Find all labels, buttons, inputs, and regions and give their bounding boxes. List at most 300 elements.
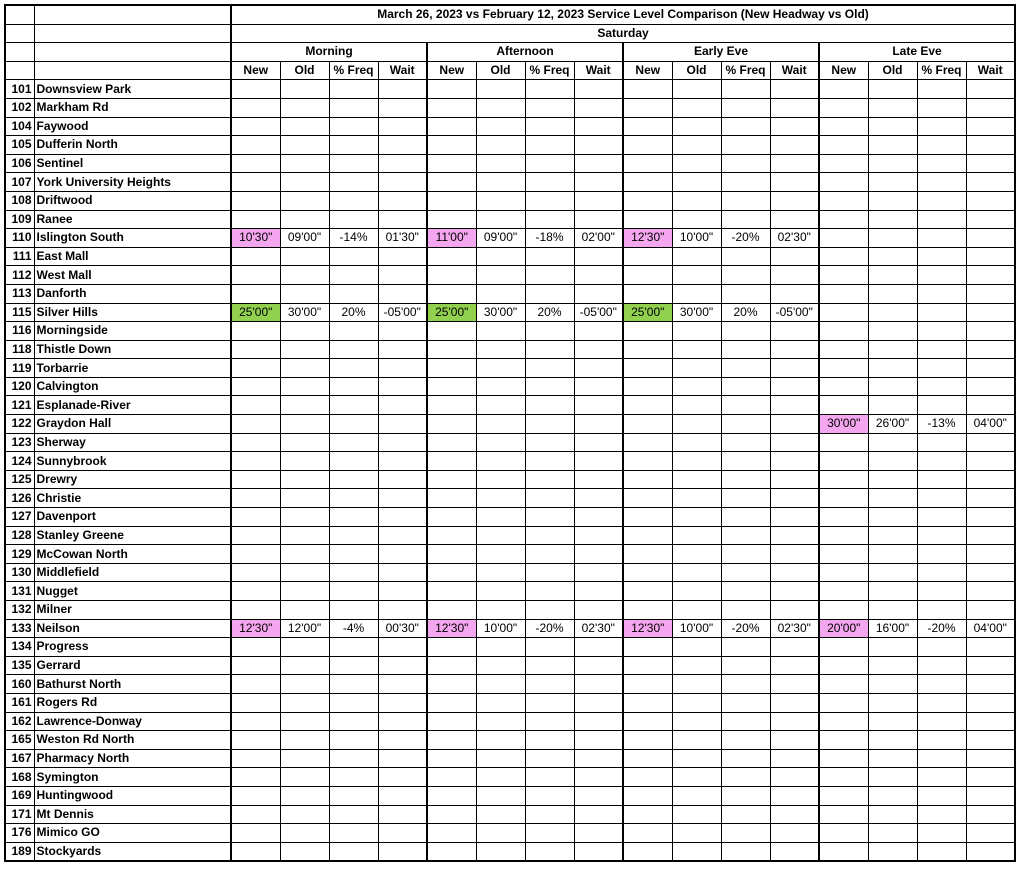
cell-wait (966, 377, 1015, 396)
cell-old (476, 489, 525, 508)
cell-wait (966, 340, 1015, 359)
corner-cell (34, 61, 231, 80)
cell-new (819, 322, 868, 341)
cell-old (868, 582, 917, 601)
cell-old (280, 247, 329, 266)
cell-new (819, 526, 868, 545)
route-number: 126 (5, 489, 34, 508)
table-row (5, 805, 1015, 824)
cell-old (476, 340, 525, 359)
cell-wait (574, 266, 623, 285)
cell-new (427, 396, 476, 415)
cell-old (672, 117, 721, 136)
route-name: Sentinel (34, 154, 231, 173)
cell-freq (721, 452, 770, 471)
cell-old (280, 470, 329, 489)
cell-freq (721, 601, 770, 620)
cell-new (819, 396, 868, 415)
cell-freq (525, 563, 574, 582)
cell-old (476, 80, 525, 99)
route-name: Torbarrie (34, 359, 231, 378)
cell-freq (329, 136, 378, 155)
cell-wait (770, 545, 819, 564)
cell-freq (917, 191, 966, 210)
cell-old (476, 266, 525, 285)
cell-old (672, 712, 721, 731)
cell-freq (525, 749, 574, 768)
cell-old (280, 340, 329, 359)
cell-new (623, 136, 672, 155)
cell-freq (917, 656, 966, 675)
table-row (5, 563, 1015, 582)
route-number: 106 (5, 154, 34, 173)
route-number: 102 (5, 98, 34, 117)
cell-wait (770, 377, 819, 396)
cell-new (427, 526, 476, 545)
route-number: 124 (5, 452, 34, 471)
cell-old (672, 359, 721, 378)
route-name: York University Heights (34, 173, 231, 192)
cell-wait (378, 433, 427, 452)
table-row (5, 675, 1015, 694)
cell-freq (721, 173, 770, 192)
cell-old (476, 786, 525, 805)
cell-freq (525, 266, 574, 285)
cell-old (280, 749, 329, 768)
cell-new (819, 98, 868, 117)
table-row (5, 489, 1015, 508)
cell-new (231, 210, 280, 229)
subheader-old: Old (280, 61, 329, 80)
table-row (5, 508, 1015, 527)
cell-new (427, 284, 476, 303)
route-name: Stanley Greene (34, 526, 231, 545)
cell-new (819, 173, 868, 192)
cell-wait (378, 489, 427, 508)
cell-old (476, 768, 525, 787)
cell-freq (525, 340, 574, 359)
cell-freq (917, 210, 966, 229)
cell-wait (574, 173, 623, 192)
cell-new (231, 80, 280, 99)
cell-old (868, 768, 917, 787)
subheader-wait: Wait (966, 61, 1015, 80)
cell-freq: -20% (917, 619, 966, 638)
cell-freq (525, 396, 574, 415)
cell-new (623, 675, 672, 694)
cell-new (623, 266, 672, 285)
cell-wait (770, 526, 819, 545)
route-name: Islington South (34, 229, 231, 248)
route-number: 108 (5, 191, 34, 210)
route-number: 135 (5, 656, 34, 675)
subheader-freq: % Freq (917, 61, 966, 80)
cell-new (231, 284, 280, 303)
cell-old (280, 768, 329, 787)
cell-old (868, 712, 917, 731)
cell-freq (329, 508, 378, 527)
cell-wait (574, 210, 623, 229)
cell-wait (770, 656, 819, 675)
cell-freq (917, 173, 966, 192)
cell-wait: 00'30" (378, 619, 427, 638)
table-row (5, 359, 1015, 378)
cell-new (623, 173, 672, 192)
cell-old (280, 98, 329, 117)
route-number: 115 (5, 303, 34, 322)
cell-new (819, 377, 868, 396)
cell-wait (770, 601, 819, 620)
route-name: Markham Rd (34, 98, 231, 117)
cell-new (427, 824, 476, 843)
cell-old (476, 656, 525, 675)
cell-wait (574, 508, 623, 527)
cell-old (280, 601, 329, 620)
cell-new (231, 749, 280, 768)
cell-freq (525, 786, 574, 805)
cell-new (819, 768, 868, 787)
cell-freq (329, 359, 378, 378)
cell-new (231, 359, 280, 378)
route-number: 133 (5, 619, 34, 638)
cell-old (672, 340, 721, 359)
cell-new (623, 433, 672, 452)
cell-freq (721, 415, 770, 434)
cell-freq (917, 359, 966, 378)
table-row (5, 136, 1015, 155)
cell-old (672, 563, 721, 582)
cell-old (280, 582, 329, 601)
cell-wait (770, 266, 819, 285)
cell-new (819, 80, 868, 99)
cell-old (672, 545, 721, 564)
table-row (5, 470, 1015, 489)
cell-old (476, 563, 525, 582)
corner-cell (34, 43, 231, 62)
cell-new (427, 638, 476, 657)
route-name: Sherway (34, 433, 231, 452)
cell-freq (721, 98, 770, 117)
cell-freq (329, 470, 378, 489)
cell-wait (378, 545, 427, 564)
route-number: 161 (5, 693, 34, 712)
cell-old (280, 489, 329, 508)
cell-old (672, 80, 721, 99)
route-number: 104 (5, 117, 34, 136)
cell-new (623, 731, 672, 750)
cell-old (672, 693, 721, 712)
cell-freq (917, 601, 966, 620)
cell-freq: 20% (329, 303, 378, 322)
route-name: Graydon Hall (34, 415, 231, 434)
cell-freq (525, 489, 574, 508)
cell-new (231, 452, 280, 471)
cell-wait (966, 563, 1015, 582)
cell-freq (917, 433, 966, 452)
route-name: Davenport (34, 508, 231, 527)
cell-old (280, 675, 329, 694)
cell-old (280, 731, 329, 750)
route-number: 101 (5, 80, 34, 99)
cell-wait (574, 191, 623, 210)
cell-freq (721, 377, 770, 396)
cell-wait (770, 173, 819, 192)
cell-freq (917, 842, 966, 861)
subheader-row (5, 61, 1015, 80)
cell-new (623, 545, 672, 564)
cell-freq (329, 656, 378, 675)
cell-new (623, 508, 672, 527)
cell-old (868, 266, 917, 285)
route-rows (5, 80, 1015, 861)
cell-wait (574, 470, 623, 489)
cell-wait (966, 452, 1015, 471)
subheader-freq: % Freq (329, 61, 378, 80)
cell-old (280, 377, 329, 396)
route-number: 120 (5, 377, 34, 396)
route-number: 167 (5, 749, 34, 768)
cell-freq (525, 638, 574, 657)
cell-new (819, 284, 868, 303)
cell-wait (770, 191, 819, 210)
subheader-wait: Wait (574, 61, 623, 80)
corner-cell (34, 24, 231, 43)
cell-freq (721, 582, 770, 601)
cell-old (672, 433, 721, 452)
cell-new: 12'30" (623, 229, 672, 248)
route-name: Rogers Rd (34, 693, 231, 712)
cell-wait (770, 842, 819, 861)
cell-old (868, 526, 917, 545)
cell-old (280, 396, 329, 415)
cell-new (427, 80, 476, 99)
cell-old (476, 470, 525, 489)
cell-freq (525, 675, 574, 694)
cell-wait (574, 786, 623, 805)
cell-new (231, 731, 280, 750)
route-number: 125 (5, 470, 34, 489)
route-number: 110 (5, 229, 34, 248)
cell-wait (378, 786, 427, 805)
cell-freq (525, 173, 574, 192)
cell-freq (525, 582, 574, 601)
cell-new: 25'00" (623, 303, 672, 322)
cell-wait (378, 638, 427, 657)
cell-wait (574, 601, 623, 620)
cell-old (476, 693, 525, 712)
cell-old (672, 749, 721, 768)
route-number: 168 (5, 768, 34, 787)
table-row (5, 303, 1015, 322)
cell-freq (917, 824, 966, 843)
cell-freq (917, 98, 966, 117)
cell-old (672, 601, 721, 620)
subheader-new: New (231, 61, 280, 80)
cell-freq (329, 824, 378, 843)
cell-old (280, 284, 329, 303)
cell-freq: -18% (525, 229, 574, 248)
cell-wait (966, 154, 1015, 173)
cell-freq (917, 136, 966, 155)
period-header-early-eve: Early Eve (623, 43, 819, 62)
cell-old (868, 638, 917, 657)
route-name: Neilson (34, 619, 231, 638)
cell-new (819, 563, 868, 582)
cell-freq (917, 80, 966, 99)
cell-new (427, 136, 476, 155)
cell-new (427, 452, 476, 471)
route-name: Thistle Down (34, 340, 231, 359)
cell-old: 10'00" (672, 229, 721, 248)
cell-freq (329, 266, 378, 285)
cell-old: 09'00" (280, 229, 329, 248)
cell-wait (770, 210, 819, 229)
cell-old (672, 638, 721, 657)
cell-wait (378, 266, 427, 285)
cell-old (476, 191, 525, 210)
cell-old (868, 824, 917, 843)
cell-new (819, 470, 868, 489)
cell-new (623, 712, 672, 731)
cell-old (476, 415, 525, 434)
cell-old (672, 786, 721, 805)
cell-old (476, 749, 525, 768)
table-row (5, 526, 1015, 545)
cell-wait (966, 359, 1015, 378)
cell-new (819, 601, 868, 620)
cell-new: 20'00" (819, 619, 868, 638)
cell-freq (525, 210, 574, 229)
cell-old (476, 712, 525, 731)
cell-freq (329, 452, 378, 471)
route-number: 130 (5, 563, 34, 582)
cell-old (672, 470, 721, 489)
cell-freq (525, 191, 574, 210)
route-number: 119 (5, 359, 34, 378)
route-name: Progress (34, 638, 231, 657)
cell-new (623, 638, 672, 657)
cell-old (280, 210, 329, 229)
cell-wait (770, 80, 819, 99)
cell-new (819, 452, 868, 471)
table-row (5, 247, 1015, 266)
cell-wait (966, 545, 1015, 564)
route-name: Mt Dennis (34, 805, 231, 824)
cell-old (476, 210, 525, 229)
cell-old (672, 526, 721, 545)
cell-freq (917, 545, 966, 564)
cell-old (476, 675, 525, 694)
cell-wait (966, 80, 1015, 99)
cell-new (819, 638, 868, 657)
cell-wait: 02'00" (574, 229, 623, 248)
route-number: 111 (5, 247, 34, 266)
cell-freq (329, 582, 378, 601)
cell-freq (525, 545, 574, 564)
table-row (5, 377, 1015, 396)
cell-freq (525, 452, 574, 471)
cell-freq (917, 470, 966, 489)
cell-new (427, 117, 476, 136)
cell-wait (574, 80, 623, 99)
cell-wait: 04'00" (966, 619, 1015, 638)
cell-wait (966, 768, 1015, 787)
cell-wait (378, 582, 427, 601)
cell-freq (525, 359, 574, 378)
subheader-wait: Wait (770, 61, 819, 80)
cell-freq (917, 489, 966, 508)
cell-new (231, 508, 280, 527)
cell-freq (917, 508, 966, 527)
cell-new (623, 98, 672, 117)
route-name: Lawrence-Donway (34, 712, 231, 731)
cell-wait (574, 284, 623, 303)
period-row (5, 43, 1015, 62)
cell-old (672, 396, 721, 415)
cell-wait (966, 638, 1015, 657)
corner-cell (5, 5, 34, 24)
cell-old (280, 656, 329, 675)
cell-freq (721, 210, 770, 229)
route-name: Sunnybrook (34, 452, 231, 471)
cell-freq (917, 266, 966, 285)
cell-freq (525, 508, 574, 527)
cell-new (623, 563, 672, 582)
cell-wait (378, 526, 427, 545)
cell-wait (966, 675, 1015, 694)
cell-wait (966, 98, 1015, 117)
route-number: 131 (5, 582, 34, 601)
cell-freq (525, 322, 574, 341)
table-row (5, 210, 1015, 229)
cell-new (623, 340, 672, 359)
cell-old (476, 842, 525, 861)
cell-freq (329, 98, 378, 117)
cell-old: 30'00" (672, 303, 721, 322)
cell-freq (525, 526, 574, 545)
cell-old (280, 563, 329, 582)
route-name: Dufferin North (34, 136, 231, 155)
cell-old (476, 117, 525, 136)
cell-wait (770, 638, 819, 657)
cell-freq (525, 768, 574, 787)
route-name: Bathurst North (34, 675, 231, 694)
cell-new (231, 173, 280, 192)
cell-freq (525, 712, 574, 731)
cell-old (672, 824, 721, 843)
cell-new (427, 489, 476, 508)
cell-freq (525, 731, 574, 750)
cell-wait (574, 712, 623, 731)
route-name: McCowan North (34, 545, 231, 564)
cell-old (476, 377, 525, 396)
cell-old (672, 322, 721, 341)
cell-freq (329, 210, 378, 229)
cell-old (868, 563, 917, 582)
cell-wait (574, 136, 623, 155)
cell-wait (770, 749, 819, 768)
cell-old (280, 266, 329, 285)
cell-wait (378, 154, 427, 173)
cell-old (280, 508, 329, 527)
cell-wait (574, 656, 623, 675)
cell-wait (966, 786, 1015, 805)
cell-old (868, 359, 917, 378)
route-name: West Mall (34, 266, 231, 285)
cell-old (868, 601, 917, 620)
cell-new (819, 191, 868, 210)
cell-old (280, 117, 329, 136)
